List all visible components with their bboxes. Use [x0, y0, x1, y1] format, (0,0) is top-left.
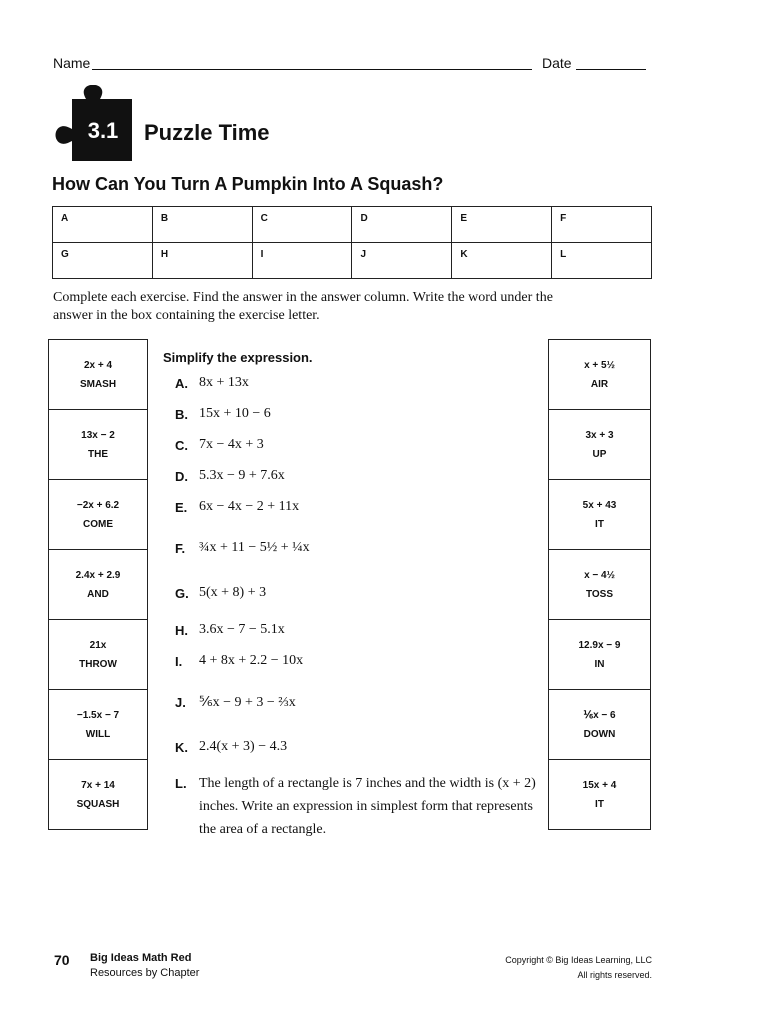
- answer-word: SQUASH: [76, 798, 120, 810]
- answer-word: COME: [83, 518, 113, 530]
- date-blank[interactable]: [576, 57, 646, 70]
- exercise-label: I.: [175, 653, 183, 669]
- exercise-label: B.: [175, 406, 188, 422]
- instructions: Complete each exercise. Find the answer in the answer column. Write the word under the answer in the box containing the exercise letter.: [53, 290, 553, 323]
- exercise-expression: 7x − 4x + 3: [199, 437, 264, 452]
- answer-word: DOWN: [583, 728, 616, 740]
- exercise-expression: 15x + 10 − 6: [199, 406, 271, 421]
- exercise-label: K.: [175, 739, 188, 755]
- code-cell-g[interactable]: G: [53, 243, 153, 279]
- exercise-expression: 2.4(x + 3) − 4.3: [199, 739, 288, 754]
- answer-word: UP: [592, 448, 607, 460]
- code-cell-l[interactable]: L: [552, 243, 652, 279]
- answer-cell: [49, 760, 147, 829]
- code-cell-c[interactable]: C: [252, 207, 352, 243]
- answer-expression: x − 4½: [584, 569, 615, 581]
- book-title: Big Ideas Math Red: [90, 952, 192, 964]
- answer-expression: 7x + 14: [81, 779, 115, 791]
- answer-cell: [549, 550, 650, 620]
- exercise-label: E.: [175, 499, 188, 515]
- exercise-label: J.: [175, 695, 186, 710]
- answer-expression: 15x + 4: [582, 779, 617, 791]
- code-cell-a[interactable]: A: [53, 207, 153, 243]
- name-blank[interactable]: [92, 57, 532, 70]
- page-number: 70: [54, 952, 70, 968]
- code-cell-i[interactable]: I: [252, 243, 352, 279]
- answer-cell: [49, 620, 147, 690]
- exercise-label: L.: [175, 776, 187, 791]
- exercise-f: [175, 540, 310, 556]
- riddle-question: How Can You Turn A Pumpkin Into A Squash?: [52, 174, 444, 194]
- book-subtitle: Resources by Chapter: [90, 967, 200, 979]
- exercise-expression: ⅚x − 9 + 3 − ⅔x: [199, 695, 296, 710]
- answer-expression: 12.9x − 9: [578, 639, 621, 651]
- answer-cell: [549, 620, 650, 690]
- exercise-expression: The length of a rectangle is 7 inches and the width is (x + 2) inches. Write an expression in simplest form that represents the area of a rectangle.: [199, 776, 536, 837]
- exercise-expression: 6x − 4x − 2 + 11x: [199, 499, 300, 514]
- name-label: Name: [53, 55, 91, 71]
- copyright: [505, 953, 652, 983]
- exercise-label: F.: [175, 540, 186, 556]
- answer-word: SMASH: [79, 378, 117, 390]
- answer-expression: 2x + 4: [83, 359, 113, 371]
- answer-code-table: [52, 206, 652, 279]
- lesson-title: Puzzle Time: [144, 120, 270, 145]
- date-label: Date: [542, 55, 572, 71]
- book-info: [90, 951, 199, 981]
- exercise-expression: 8x + 13x: [199, 375, 249, 390]
- code-cell-b[interactable]: B: [152, 207, 252, 243]
- code-cell-j[interactable]: J: [352, 243, 452, 279]
- answer-cell: [49, 340, 147, 410]
- answer-cell: [549, 410, 650, 480]
- code-cell-d[interactable]: D: [352, 207, 452, 243]
- answer-word: TOSS: [585, 588, 614, 600]
- left-answer-column: [48, 339, 148, 830]
- answer-word: WILL: [85, 728, 111, 740]
- exercise-e: [175, 499, 299, 515]
- answer-cell: [49, 690, 147, 760]
- exercise-i: [175, 653, 303, 669]
- answer-word: THROW: [79, 658, 117, 670]
- answer-expression: ⅙x − 6: [583, 709, 616, 721]
- right-answer-column: [548, 339, 651, 830]
- exercise-label: A.: [175, 375, 188, 391]
- answer-cell: [49, 550, 147, 620]
- exercise-a: [175, 375, 249, 391]
- lesson-number: 3.1: [87, 118, 119, 143]
- exercise-b: [175, 406, 271, 422]
- answer-cell: [549, 480, 650, 550]
- exercise-label: H.: [175, 622, 188, 638]
- answer-word: IT: [595, 798, 604, 810]
- answer-word: THE: [88, 448, 108, 460]
- code-cell-e[interactable]: E: [452, 207, 552, 243]
- answer-word: AND: [87, 588, 109, 600]
- exercise-l: [175, 776, 539, 841]
- answer-expression: 13x − 2: [81, 429, 115, 441]
- exercises-heading: Simplify the expression.: [163, 350, 313, 365]
- answer-cell: [49, 410, 147, 480]
- date-field[interactable]: [542, 55, 646, 71]
- answer-cell: [549, 690, 650, 760]
- exercise-d: [175, 468, 285, 484]
- answer-expression: 21x: [89, 639, 107, 651]
- rights-line: All rights reserved.: [577, 970, 652, 980]
- exercise-expression: 5.3x − 9 + 7.6x: [199, 468, 285, 483]
- answer-word: AIR: [590, 378, 609, 390]
- answer-expression: −2x + 6.2: [76, 499, 120, 511]
- copyright-line: Copyright © Big Ideas Learning, LLC: [505, 955, 652, 965]
- answer-expression: −1.5x − 7: [76, 709, 120, 721]
- answer-expression: 2.4x + 2.9: [75, 569, 121, 581]
- exercise-label: G.: [175, 585, 189, 601]
- exercise-k: [175, 739, 287, 755]
- code-cell-k[interactable]: K: [452, 243, 552, 279]
- exercise-j: [175, 694, 296, 711]
- answer-cell: [49, 480, 147, 550]
- exercise-expression: 4 + 8x + 2.2 − 10x: [199, 653, 304, 668]
- name-field[interactable]: [53, 55, 532, 71]
- exercise-label: C.: [175, 437, 188, 453]
- answer-cell: [549, 760, 650, 829]
- answer-expression: x + 5½: [584, 359, 615, 371]
- answer-word: IN: [594, 658, 605, 670]
- exercise-h: [175, 622, 285, 638]
- answer-expression: 3x + 3: [585, 429, 614, 441]
- exercise-expression: ¾x + 11 − 5½ + ¼x: [199, 540, 310, 555]
- exercise-label: D.: [175, 468, 188, 484]
- exercise-expression: 5(x + 8) + 3: [199, 585, 267, 600]
- exercise-g: [175, 585, 266, 601]
- code-cell-h[interactable]: H: [152, 243, 252, 279]
- answer-expression: 5x + 43: [582, 499, 617, 511]
- exercise-c: [175, 437, 264, 453]
- answer-cell: [549, 340, 650, 410]
- exercise-expression: 3.6x − 7 − 5.1x: [199, 622, 285, 637]
- code-cell-f[interactable]: F: [552, 207, 652, 243]
- answer-word: IT: [595, 518, 604, 530]
